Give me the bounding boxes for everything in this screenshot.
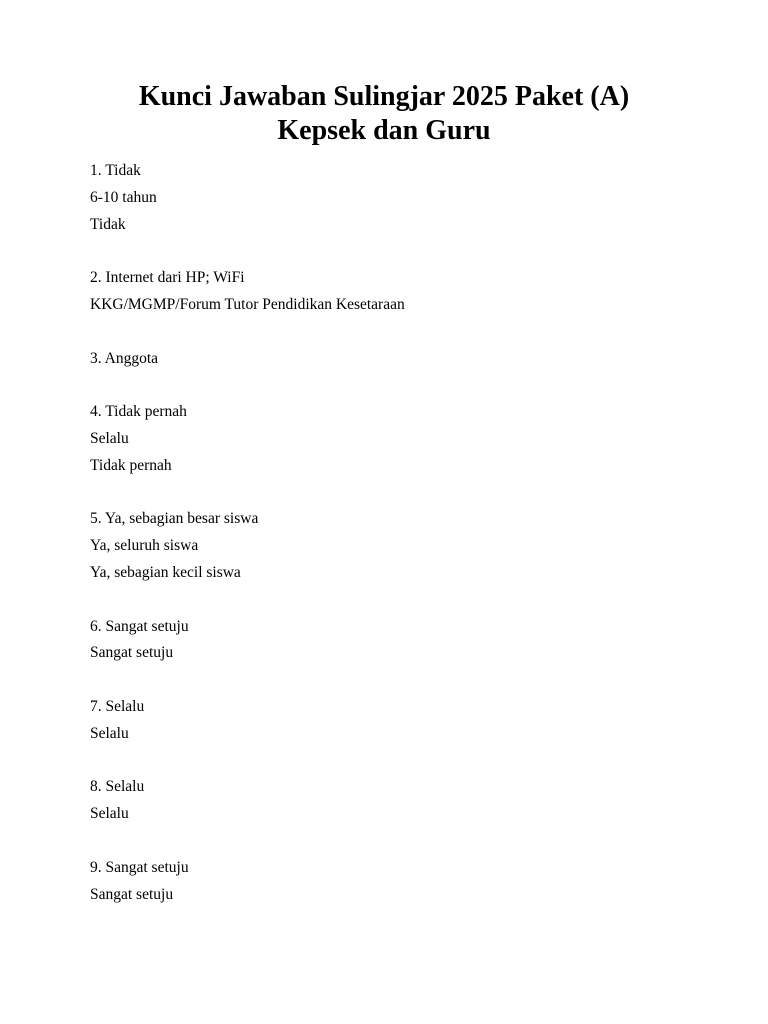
answer-line: Tidak pernah xyxy=(90,456,172,474)
answer-line: Selalu xyxy=(90,429,129,447)
answer-line: Sangat setuju xyxy=(90,644,174,662)
answer-line: Tidak xyxy=(90,215,126,233)
answer-line: 2. Internet dari HP; WiFi xyxy=(90,269,245,287)
answer-line: 1. Tidak xyxy=(90,162,141,179)
answer-line: 8. Selalu xyxy=(90,778,145,796)
answer-line: Ya, seluruh siswa xyxy=(90,537,199,555)
answer-list xyxy=(90,158,690,935)
answer-section-5 xyxy=(90,506,690,586)
answer-line: 3. Anggota xyxy=(90,349,159,367)
answer-line: 6-10 tahun xyxy=(90,188,157,206)
answer-section-2 xyxy=(90,265,690,319)
answer-section-4 xyxy=(90,399,690,479)
answer-line: Sangat setuju xyxy=(90,885,174,903)
answer-section-3 xyxy=(90,346,690,373)
answer-line: 7. Selalu xyxy=(90,697,145,715)
answer-section-6 xyxy=(90,614,690,668)
answer-line: 6. Sangat setuju xyxy=(90,617,189,635)
answer-section-1 xyxy=(90,158,690,238)
answer-section-9 xyxy=(90,855,690,909)
answer-line: Selalu xyxy=(90,805,129,823)
answer-section-7 xyxy=(90,694,690,748)
answer-line: 5. Ya, sebagian besar siswa xyxy=(90,510,259,528)
answer-line: 9. Sangat setuju xyxy=(90,858,189,876)
answer-line: 4. Tidak pernah xyxy=(90,403,187,421)
answer-line: KKG/MGMP/Forum Tutor Pendidikan Kesetaraan xyxy=(90,295,405,313)
document-title xyxy=(0,80,768,148)
answer-line: Ya, sebagian kecil siswa xyxy=(90,563,241,581)
answer-line: Selalu xyxy=(90,724,129,742)
title-line-1: Kunci Jawaban Sulingjar 2025 Paket (A) xyxy=(138,81,630,112)
title-line-2: Kepsek dan Guru xyxy=(277,115,491,146)
answer-section-8 xyxy=(90,774,690,828)
